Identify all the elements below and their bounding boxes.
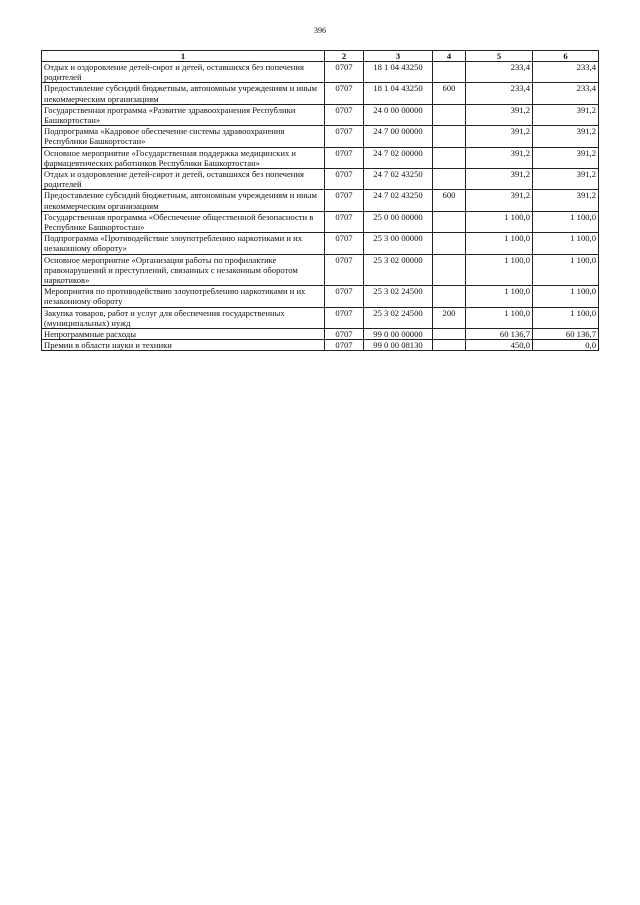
amount-col6-cell: 391,2 — [533, 147, 599, 168]
amount-col5-cell: 391,2 — [466, 104, 533, 125]
column-header: 1 — [42, 51, 325, 62]
target-article-cell: 25 3 02 00000 — [364, 254, 433, 286]
target-article-cell: 25 0 00 00000 — [364, 211, 433, 232]
target-article-cell: 25 3 00 00000 — [364, 233, 433, 254]
row-name-cell: Основное мероприятие «Организация работы по профилактике правонарушений и преступлений, связанных с незаконным оборотом наркотиков» — [42, 254, 325, 286]
amount-col6-cell: 0,0 — [533, 340, 599, 351]
target-article-cell: 99 0 00 08130 — [364, 340, 433, 351]
amount-col5-cell: 1 100,0 — [466, 254, 533, 286]
amount-col5-cell: 1 100,0 — [466, 286, 533, 307]
row-name-cell: Подпрограмма «Кадровое обеспечение системы здравоохранения Республики Башкортостан» — [42, 126, 325, 147]
row-name-cell: Отдых и оздоровление детей-сирот и детей, оставшихся без попечения родителей — [42, 169, 325, 190]
section-code-cell: 0707 — [325, 126, 364, 147]
table-row — [42, 286, 599, 307]
section-code-cell: 0707 — [325, 147, 364, 168]
section-code-cell: 0707 — [325, 190, 364, 211]
amount-col5-cell: 391,2 — [466, 190, 533, 211]
table-row — [42, 190, 599, 211]
target-article-cell: 18 1 04 43250 — [364, 83, 433, 104]
row-name-cell: Непрограммные расходы — [42, 329, 325, 340]
amount-col6-cell: 1 100,0 — [533, 254, 599, 286]
section-code-cell: 0707 — [325, 211, 364, 232]
expense-type-cell — [433, 126, 466, 147]
amount-col6-cell: 60 136,7 — [533, 329, 599, 340]
page-number: 396 — [314, 26, 326, 35]
expense-type-cell — [433, 286, 466, 307]
amount-col6-cell: 1 100,0 — [533, 233, 599, 254]
row-name-cell: Подпрограмма «Противодействие злоупотреблению наркотиками и их незаконному обороту» — [42, 233, 325, 254]
section-code-cell: 0707 — [325, 329, 364, 340]
section-code-cell: 0707 — [325, 340, 364, 351]
section-code-cell: 0707 — [325, 254, 364, 286]
expense-type-cell: 600 — [433, 83, 466, 104]
amount-col6-cell: 1 100,0 — [533, 211, 599, 232]
section-code-cell: 0707 — [325, 83, 364, 104]
amount-col6-cell: 1 100,0 — [533, 307, 599, 328]
row-name-cell: Премии в области науки и техники — [42, 340, 325, 351]
row-name-cell: Основное мероприятие «Государственная поддержка медицинских и фармацевтических работников Республики Башкортостан» — [42, 147, 325, 168]
amount-col6-cell: 1 100,0 — [533, 286, 599, 307]
table-header-row — [42, 51, 599, 62]
row-name-cell: Закупка товаров, работ и услуг для обеспечения государственных (муниципальных) нужд — [42, 307, 325, 328]
table-row — [42, 169, 599, 190]
target-article-cell: 24 7 02 43250 — [364, 190, 433, 211]
expense-type-cell — [433, 233, 466, 254]
expense-type-cell — [433, 340, 466, 351]
amount-col6-cell: 391,2 — [533, 104, 599, 125]
expense-type-cell — [433, 211, 466, 232]
row-name-cell: Предоставление субсидий бюджетным, автономным учреждениям и иным некоммерческим организациям — [42, 83, 325, 104]
section-code-cell: 0707 — [325, 286, 364, 307]
table-row — [42, 307, 599, 328]
table-row — [42, 329, 599, 340]
row-name-cell: Отдых и оздоровление детей-сирот и детей, оставшихся без попечения родителей — [42, 62, 325, 83]
column-header: 3 — [364, 51, 433, 62]
row-name-cell: Предоставление субсидий бюджетным, автономным учреждениям и иным некоммерческим организациям — [42, 190, 325, 211]
table-row — [42, 62, 599, 83]
target-article-cell: 24 7 02 00000 — [364, 147, 433, 168]
amount-col5-cell: 391,2 — [466, 126, 533, 147]
table-row — [42, 83, 599, 104]
row-name-cell: Государственная программа «Обеспечение общественной безопасности в Республике Башкортостан» — [42, 211, 325, 232]
target-article-cell: 18 1 04 43250 — [364, 62, 433, 83]
section-code-cell: 0707 — [325, 169, 364, 190]
table-row — [42, 104, 599, 125]
amount-col5-cell: 391,2 — [466, 147, 533, 168]
target-article-cell: 25 3 02 24500 — [364, 286, 433, 307]
amount-col5-cell: 233,4 — [466, 83, 533, 104]
expense-type-cell — [433, 147, 466, 168]
amount-col5-cell: 1 100,0 — [466, 233, 533, 254]
amount-col5-cell: 233,4 — [466, 62, 533, 83]
target-article-cell: 24 0 00 00000 — [364, 104, 433, 125]
section-code-cell: 0707 — [325, 104, 364, 125]
target-article-cell: 25 3 02 24500 — [364, 307, 433, 328]
amount-col5-cell: 391,2 — [466, 169, 533, 190]
target-article-cell: 24 7 00 00000 — [364, 126, 433, 147]
column-header: 2 — [325, 51, 364, 62]
table-body — [42, 62, 599, 351]
amount-col6-cell: 233,4 — [533, 62, 599, 83]
amount-col5-cell: 1 100,0 — [466, 307, 533, 328]
expense-type-cell: 600 — [433, 190, 466, 211]
table-row — [42, 147, 599, 168]
expense-type-cell: 200 — [433, 307, 466, 328]
table-row — [42, 126, 599, 147]
expense-type-cell — [433, 169, 466, 190]
expense-type-cell — [433, 329, 466, 340]
target-article-cell: 99 0 00 00000 — [364, 329, 433, 340]
expense-type-cell — [433, 254, 466, 286]
amount-col5-cell: 450,0 — [466, 340, 533, 351]
column-header: 5 — [466, 51, 533, 62]
table-row — [42, 211, 599, 232]
amount-col6-cell: 391,2 — [533, 126, 599, 147]
amount-col6-cell: 391,2 — [533, 169, 599, 190]
table-row — [42, 233, 599, 254]
section-code-cell: 0707 — [325, 62, 364, 83]
amount-col6-cell: 233,4 — [533, 83, 599, 104]
table-row — [42, 254, 599, 286]
amount-col6-cell: 391,2 — [533, 190, 599, 211]
section-code-cell: 0707 — [325, 233, 364, 254]
column-header: 6 — [533, 51, 599, 62]
table-row — [42, 340, 599, 351]
amount-col5-cell: 60 136,7 — [466, 329, 533, 340]
amount-col5-cell: 1 100,0 — [466, 211, 533, 232]
row-name-cell: Мероприятия по противодействию злоупотреблению наркотиками и их незаконному обороту — [42, 286, 325, 307]
target-article-cell: 24 7 02 43250 — [364, 169, 433, 190]
section-code-cell: 0707 — [325, 307, 364, 328]
budget-table — [41, 50, 599, 351]
row-name-cell: Государственная программа «Развитие здравоохранения Республики Башкортостан» — [42, 104, 325, 125]
expense-type-cell — [433, 62, 466, 83]
expense-type-cell — [433, 104, 466, 125]
column-header: 4 — [433, 51, 466, 62]
